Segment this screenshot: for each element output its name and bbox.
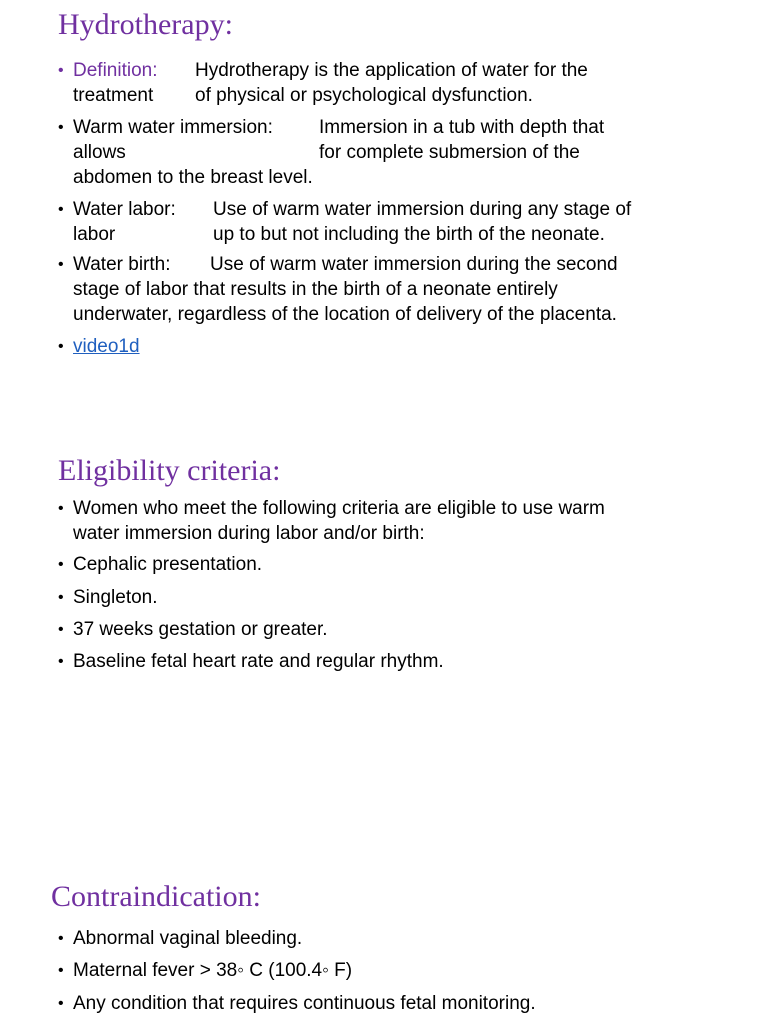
water-birth-term: Water birth: bbox=[73, 254, 171, 275]
definition-text: Hydrotherapy is the application of water for the bbox=[195, 60, 588, 81]
hydrotherapy-heading: Hydrotherapy: bbox=[58, 8, 233, 41]
eligibility-intro-line1: Women who meet the following criteria are eligible to use warm bbox=[73, 498, 605, 519]
definition-term-cont: treatment bbox=[73, 85, 154, 106]
eligibility-item bbox=[58, 617, 328, 642]
eligibility-heading: Eligibility criteria: bbox=[58, 454, 281, 487]
definition-bullet bbox=[58, 58, 673, 108]
contraindication-item-text: Abnormal vaginal bleeding. bbox=[73, 928, 303, 949]
contraindication-item bbox=[58, 958, 353, 983]
contraindication-heading: Contraindication: bbox=[51, 880, 261, 913]
eligibility-item-text: Baseline fetal heart rate and regular rhythm. bbox=[73, 651, 444, 672]
eligibility-item bbox=[58, 552, 263, 577]
water-birth-text-line2: stage of labor that results in the birth of a neonate entirely bbox=[73, 279, 558, 300]
contraindication-item-text: Any condition that requires continuous fetal monitoring. bbox=[73, 993, 536, 1014]
eligibility-item bbox=[58, 585, 158, 610]
eligibility-item-text: Singleton. bbox=[73, 587, 158, 608]
bullet-icon: • bbox=[58, 589, 64, 606]
bullet-icon: • bbox=[58, 962, 64, 979]
bullet-icon: • bbox=[58, 653, 64, 670]
eligibility-intro-bullet bbox=[58, 496, 605, 546]
water-labor-term-cont: labor bbox=[73, 224, 116, 245]
contraindication-item-text: Maternal fever > 38◦ C (100.4◦ F) bbox=[73, 960, 353, 981]
water-labor-bullet bbox=[58, 197, 713, 247]
water-labor-text-cont: up to but not including the birth of the neonate. bbox=[213, 224, 605, 245]
water-birth-text-line3: underwater, regardless of the location of delivery of the placenta. bbox=[73, 304, 617, 325]
water-labor-text: Use of warm water immersion during any stage of bbox=[213, 199, 632, 220]
contraindication-item bbox=[58, 926, 303, 951]
definition-text-cont: of physical or psychological dysfunction. bbox=[195, 85, 533, 106]
water-birth-bullet bbox=[58, 252, 733, 327]
bullet-icon: • bbox=[58, 930, 64, 947]
eligibility-intro-line2: water immersion during labor and/or birth: bbox=[73, 523, 425, 544]
video1d-link[interactable]: video1d bbox=[73, 336, 140, 357]
bullet-icon: • bbox=[58, 256, 64, 273]
warm-water-text-cont: for complete submersion of the bbox=[319, 142, 580, 163]
bullet-icon: • bbox=[58, 119, 64, 136]
bullet-icon: • bbox=[58, 621, 64, 638]
warm-water-term-cont: allows bbox=[73, 142, 126, 163]
water-birth-text: Use of warm water immersion during the second bbox=[210, 254, 618, 275]
bullet-icon: • bbox=[58, 556, 64, 573]
warm-water-text: Immersion in a tub with depth that bbox=[319, 117, 605, 138]
contraindication-item bbox=[58, 991, 536, 1016]
bullet-icon: • bbox=[58, 62, 64, 79]
definition-term: Definition: bbox=[73, 60, 158, 81]
bullet-icon: • bbox=[58, 995, 64, 1012]
warm-water-term: Warm water immersion: bbox=[73, 117, 273, 138]
bullet-icon: • bbox=[58, 201, 64, 218]
video-link-bullet bbox=[58, 334, 140, 359]
bullet-icon: • bbox=[58, 338, 64, 355]
warm-water-text-line3: abdomen to the breast level. bbox=[73, 167, 313, 188]
water-labor-term: Water labor: bbox=[73, 199, 176, 220]
eligibility-item-text: 37 weeks gestation or greater. bbox=[73, 619, 328, 640]
bullet-icon: • bbox=[58, 500, 64, 517]
warm-water-immersion-bullet bbox=[58, 115, 683, 190]
eligibility-item bbox=[58, 649, 444, 674]
eligibility-item-text: Cephalic presentation. bbox=[73, 554, 263, 575]
